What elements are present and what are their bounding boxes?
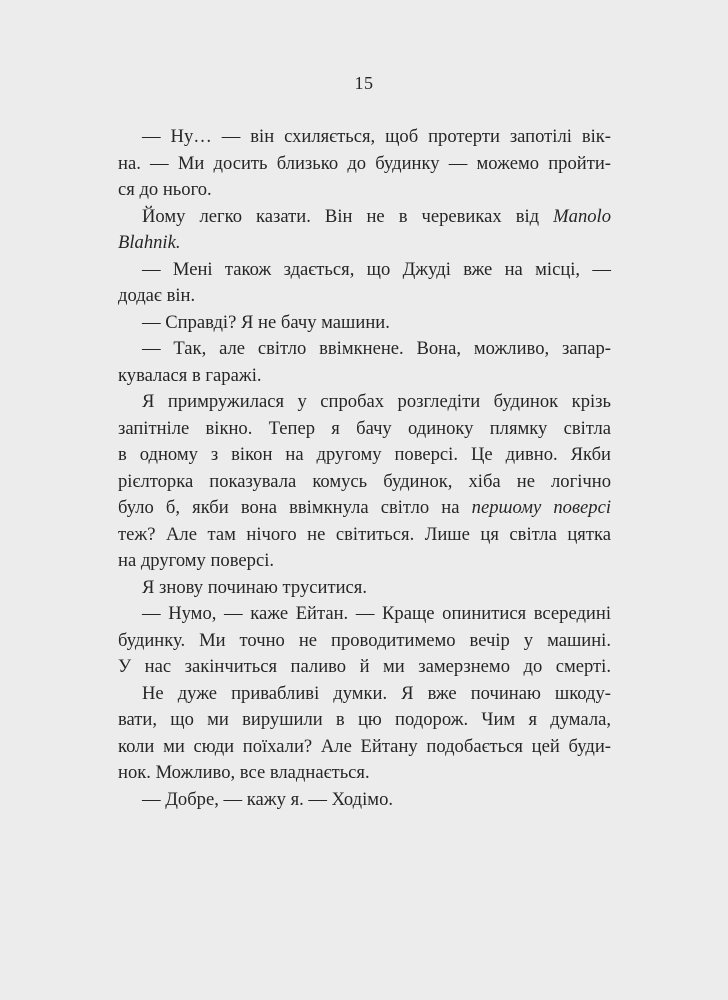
text-line: будинку. Ми точно не проводитимемо вечір у машині. (118, 629, 611, 651)
text-line (118, 230, 611, 257)
text-line: рієлторка показувала комусь будинок, хіба не логічно (118, 470, 611, 492)
paragraph-7 (118, 575, 611, 602)
text-line: Не дуже привабливі думки. Я вже починаю шкоду- (142, 682, 611, 704)
italic-text: першому поверсі (471, 497, 611, 518)
text-line: на. — Ми досить близько до будинку — можемо пройти- (118, 152, 611, 174)
text-line: — Добре, — кажу я. — Ходімо. (142, 788, 394, 810)
text-line: на другому поверсі. (118, 550, 275, 571)
text-line: вати, що ми вирушили в цю подорож. Чим я думала, (118, 709, 611, 730)
text-line: У нас закінчиться паливо й ми замерзнемо до смерті. (118, 656, 611, 677)
text-segment: було б, якби вона ввімкнула світло на (118, 497, 472, 518)
page-number: 15 (354, 73, 374, 93)
paragraph-4 (118, 310, 611, 337)
text-line: — Так, але світло ввімкнене. Вона, можливо, запар- (142, 338, 611, 359)
text-line: коли ми сюди поїхали? Але Ейтану подобається цей буди- (118, 735, 611, 757)
paragraph-6 (118, 389, 611, 575)
text-line: запітніле вікно. Тепер я бачу одиноку плямку світла (118, 417, 611, 439)
text-line: — Ну… — він схиляється, щоб протерти запотілі вік- (142, 126, 611, 147)
italic-text: Blahnik. (118, 232, 181, 253)
text-line: додає він. (118, 285, 196, 306)
text-line: ся до нього. (118, 179, 212, 200)
text-line: нок. Можливо, все владнається. (118, 762, 370, 783)
body-text (118, 124, 611, 813)
text-line: теж? Але там нічого не світиться. Лише ця світла цятка (118, 523, 611, 545)
text-line: Я примружилася у спробах розгледіти будинок крізь (142, 391, 611, 412)
text-line: Я знову починаю труситися. (142, 576, 367, 598)
text-segment: Йому легко казати. Він не в черевиках від (142, 205, 554, 227)
paragraph-1 (118, 124, 611, 204)
paragraph-8 (118, 601, 611, 681)
text-line: — Справді? Я не бачу машини. (142, 311, 390, 333)
paragraph-3 (118, 257, 611, 310)
paragraph-5 (118, 336, 611, 389)
text-line: кувалася в гаражі. (118, 364, 262, 386)
paragraph-9 (118, 681, 611, 787)
text-line (118, 495, 611, 522)
italic-text: Manolo (553, 205, 611, 227)
text-line (118, 204, 611, 231)
paragraph-2 (118, 204, 611, 257)
paragraph-10 (118, 787, 611, 814)
text-line: — Нумо, — каже Ейтан. — Краще опинитися всередині (142, 603, 611, 624)
text-line: в одному з вікон на другому поверсі. Це дивно. Якби (118, 444, 611, 465)
text-line: — Мені також здається, що Джуді вже на місці, — (142, 258, 611, 280)
